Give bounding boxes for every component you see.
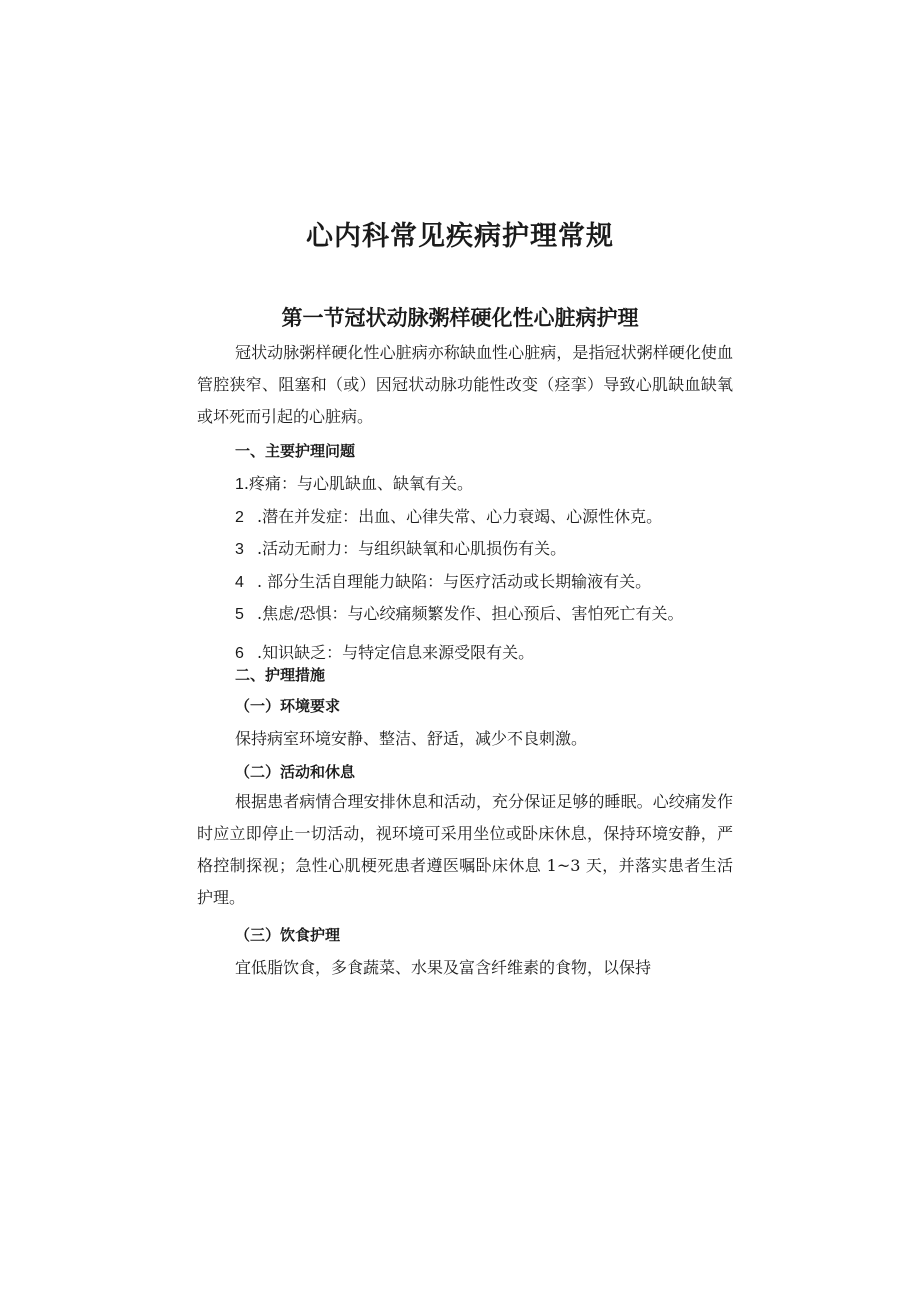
problem-number: 2: [235, 509, 244, 526]
section-title: 第一节冠状动脉粥样硬化性心脏病护理: [281, 306, 639, 330]
problem-text: .活动无耐力：与组织缺氧和心肌损伤有关。: [257, 539, 567, 558]
sub2-paragraph: 根据患者病情合理安排休息和活动，充分保证足够的睡眠。心绞痛发作时应立即停止一切活动，视环境可采用坐位或卧床休息，保持环境安静，严格控制探视；急性心肌梗死患者遵医嘱卧床休息 1~3 天，并落实患者生活护理。: [197, 792, 733, 907]
problem-item: [235, 538, 566, 561]
problem-number: 4: [235, 574, 244, 591]
problem-text: .潜在并发症：出血、心律失常、心力衰竭、心源性休克。: [257, 507, 663, 526]
sub1-text: 保持病室环境安静、整洁、舒适，减少不良刺激。: [235, 729, 588, 748]
problem-item: [235, 603, 683, 626]
problem-item: [235, 642, 534, 665]
problem-item: [235, 473, 473, 496]
sub3-text: 宜低脂饮食，多食蔬菜、水果及富含纤维素的食物，以保持: [235, 958, 652, 977]
problem-text: .疼痛：与心肌缺血、缺氧有关。: [243, 474, 473, 493]
problem-number: 1: [235, 476, 244, 493]
problem-text: . 部分生活自理能力缺陷：与医疗活动或长期输液有关。: [257, 572, 652, 591]
problem-text: .知识缺乏：与特定信息来源受限有关。: [257, 643, 535, 662]
problem-number: 3: [235, 541, 244, 558]
document-title: 心内科常见疾病护理常规: [306, 221, 614, 252]
problem-number: 6: [235, 645, 244, 662]
problem-item: [235, 571, 651, 594]
sub3-heading: （三）饮食护理: [235, 926, 341, 944]
part1-heading: 一、主要护理问题: [235, 442, 356, 460]
part2-heading: 二、护理措施: [235, 666, 326, 684]
sub1-heading: （一）环境要求: [235, 697, 341, 715]
problem-number: 5: [235, 606, 244, 623]
intro-paragraph: 冠状动脉粥样硬化性心脏病亦称缺血性心脏病，是指冠状粥样硬化使血管腔狭窄、阻塞和（或）因冠状动脉功能性改变（痉挛）导致心肌缺血缺氧或坏死而引起的心脏病。: [197, 343, 733, 426]
problem-text: .焦虑/恐惧：与心绞痛频繁发作、担心预后、害怕死亡有关。: [257, 604, 684, 623]
problem-item: [235, 506, 662, 529]
sub2-heading: （二）活动和休息: [235, 763, 356, 781]
